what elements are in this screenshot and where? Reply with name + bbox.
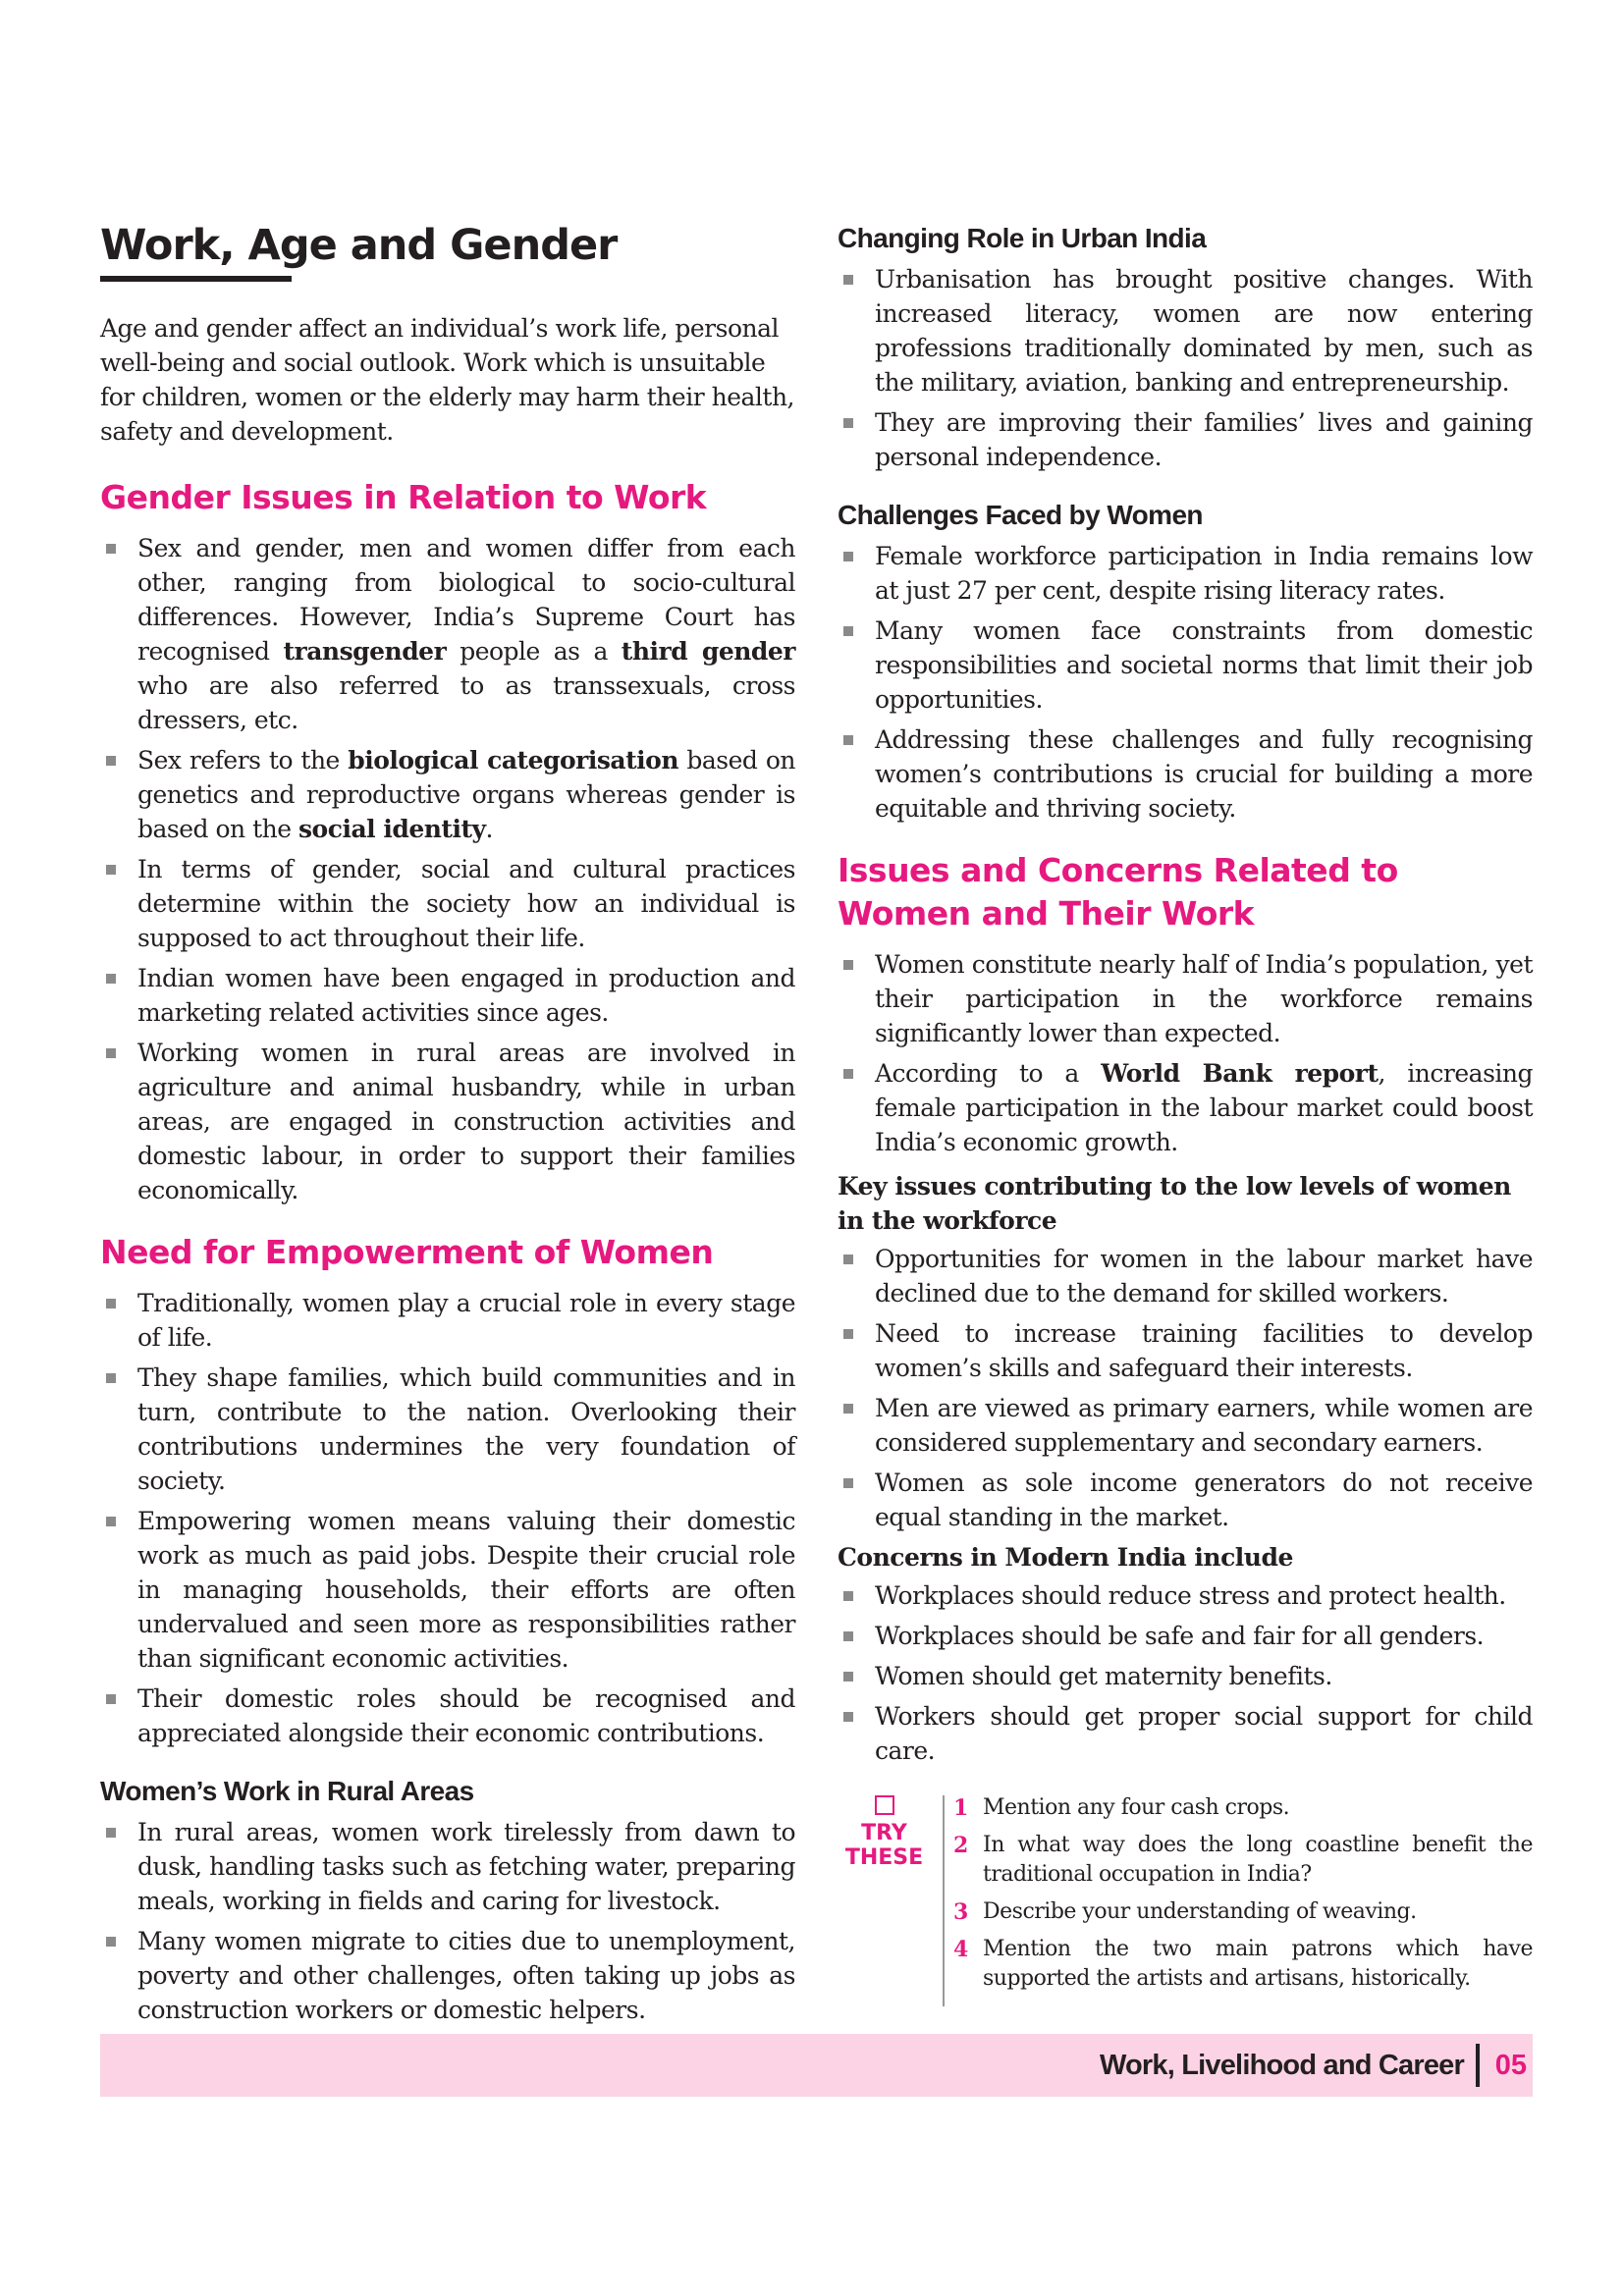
list-item: In rural areas, women work tirelessly from dawn to dusk, handling tasks such as fetching water, preparing meals, working in fields and caring for livestock. (100, 1815, 795, 1918)
list-item: Many women face constraints from domestic responsibilities and societal norms that limit their job opportunities. (838, 614, 1533, 717)
left-column (100, 221, 795, 2051)
list-item: Many women migrate to cities due to unemployment, poverty and other challenges, often taking up jobs as construction workers or domestic helpers. (100, 1924, 795, 2027)
page-title: Work, Age and Gender (100, 221, 618, 270)
section-heading-empowerment: Need for Empowerment of Women (100, 1232, 714, 1271)
try-these-label: TRY THESE (838, 1795, 931, 1870)
right-column (838, 221, 1533, 2006)
gender-issues-list (100, 531, 795, 1207)
challenges-list (838, 539, 1533, 826)
square-bullet-icon (843, 1631, 853, 1641)
list-item: Workers should get proper social support for child care. (838, 1699, 1533, 1768)
subheading-concerns-modern-india: Concerns in Modern India include (838, 1543, 1293, 1572)
list-item: Women as sole income generators do not receive equal standing in the market. (838, 1466, 1533, 1534)
square-bullet-icon (843, 1672, 853, 1682)
subheading-key-issues: Key issues contributing to the low levels of women in the workforce (838, 1172, 1511, 1235)
list-item: Men are viewed as primary earners, while women are considered supplementary and secondary earners. (838, 1391, 1533, 1460)
square-bullet-icon (106, 1828, 116, 1838)
square-bullet-icon (843, 418, 853, 428)
checkbox-icon (875, 1795, 894, 1815)
list-item: Indian women have been engaged in production and marketing related activities since ages. (100, 961, 795, 1030)
square-bullet-icon (843, 1591, 853, 1601)
square-bullet-icon (106, 865, 116, 875)
square-bullet-icon (106, 1299, 116, 1308)
list-item: Opportunities for women in the labour market have declined due to the demand for skilled workers. (838, 1242, 1533, 1310)
list-item: They shape families, which build communities and in turn, contribute to the nation. Overlooking their contributions undermines the very foundation of society. (100, 1361, 795, 1498)
footer-book-title: Work, Livelihood and Career (1099, 2050, 1464, 2081)
list-item: Workplaces should reduce stress and protect health. (838, 1578, 1533, 1613)
square-bullet-icon (106, 1048, 116, 1058)
list-item: Empowering women means valuing their domestic work as much as paid jobs. Despite their crucial role in managing households, their efforts are often undervalued and seen more as responsibilities rather than significant economic activities. (100, 1504, 795, 1676)
page-number: 05 (1494, 2050, 1527, 2081)
question-item: 4 Mention the two main patrons which have supported the artists and artisans, historically. (953, 1937, 1533, 1991)
subheading-urban-role: Changing Role in Urban India (838, 223, 1207, 253)
list-item: Women should get maternity benefits. (838, 1659, 1533, 1693)
list-item: They are improving their families’ lives and gaining personal independence. (838, 405, 1533, 474)
square-bullet-icon (843, 626, 853, 636)
empowerment-list (100, 1286, 795, 1750)
subheading-challenges: Challenges Faced by Women (838, 500, 1203, 530)
square-bullet-icon (843, 960, 853, 970)
title-underline (100, 276, 292, 282)
try-these-box (838, 1795, 1533, 2006)
square-bullet-icon (106, 1517, 116, 1526)
square-bullet-icon (843, 552, 853, 561)
list-item: Women constitute nearly half of India’s population, yet their participation in the workforce remains significantly lower than expected. (838, 947, 1533, 1050)
try-these-divider (943, 1795, 945, 2006)
list-item: Sex and gender, men and women differ from each other, ranging from biological to socio-cultural differences. However, India’s Supreme Court has recognised transgender people as a third gender who are also referred to as transsexuals, cross dressers, etc. (100, 531, 795, 737)
square-bullet-icon (843, 1255, 853, 1264)
list-item: Sex refers to the biological categorisation based on genetics and reproductive organs whereas gender is based on the social identity. (100, 743, 795, 846)
list-item: In terms of gender, social and cultural practices determine within the society how an individual is supposed to act throughout their life. (100, 852, 795, 955)
square-bullet-icon (106, 1694, 116, 1704)
square-bullet-icon (106, 1373, 116, 1383)
square-bullet-icon (106, 756, 116, 766)
square-bullet-icon (106, 1937, 116, 1947)
list-item: Their domestic roles should be recognised and appreciated alongside their economic contributions. (100, 1682, 795, 1750)
square-bullet-icon (843, 1404, 853, 1414)
square-bullet-icon (843, 1329, 853, 1339)
square-bullet-icon (843, 1069, 853, 1079)
square-bullet-icon (843, 275, 853, 285)
key-issues-list (838, 1242, 1533, 1534)
subheading-rural-work: Women’s Work in Rural Areas (100, 1775, 474, 1806)
question-item: 1 Mention any four cash crops. (953, 1795, 1290, 1821)
square-bullet-icon (106, 974, 116, 984)
square-bullet-icon (106, 544, 116, 554)
list-item: Working women in rural areas are involved in agriculture and animal husbandry, while in urban areas, are engaged in construction activities and domestic labour, in order to support their families economically. (100, 1036, 795, 1207)
issues-list (838, 947, 1533, 1159)
section-heading-gender-issues: Gender Issues in Relation to Work (100, 477, 707, 516)
try-these-questions (953, 1793, 1533, 2002)
square-bullet-icon (843, 1478, 853, 1488)
intro-paragraph: Age and gender affect an individual’s work life, personal well-being and social outlook. Work which is unsuitable for children, women or the elderly may harm their health, safety and development. (100, 313, 794, 446)
list-item: Traditionally, women play a crucial role in every stage of life. (100, 1286, 795, 1355)
list-item: According to a World Bank report, increasing female participation in the labour market could boost India’s economic growth. (838, 1056, 1533, 1159)
rural-work-list (100, 1815, 795, 2027)
list-item: Workplaces should be safe and fair for all genders. (838, 1619, 1533, 1653)
question-item: 2 In what way does the long coastline benefit the traditional occupation in India? (953, 1833, 1533, 1887)
footer-bar (100, 2034, 1533, 2097)
concerns-list (838, 1578, 1533, 1768)
list-item: Need to increase training facilities to develop women’s skills and safeguard their interests. (838, 1316, 1533, 1385)
footer-separator (1476, 2044, 1480, 2087)
urban-role-list (838, 262, 1533, 474)
list-item: Addressing these challenges and fully recognising women’s contributions is crucial for building a more equitable and thriving society. (838, 722, 1533, 826)
section-heading-issues-concerns: Issues and Concerns Related to Women and Their Work (838, 851, 1398, 933)
square-bullet-icon (843, 1712, 853, 1722)
question-item: 3 Describe your understanding of weaving. (953, 1899, 1417, 1925)
square-bullet-icon (843, 735, 853, 745)
list-item: Urbanisation has brought positive changes. With increased literacy, women are now entering professions traditionally dominated by men, such as the military, aviation, banking and entrepreneurship. (838, 262, 1533, 400)
list-item: Female workforce participation in India remains low at just 27 per cent, despite rising literacy rates. (838, 539, 1533, 608)
